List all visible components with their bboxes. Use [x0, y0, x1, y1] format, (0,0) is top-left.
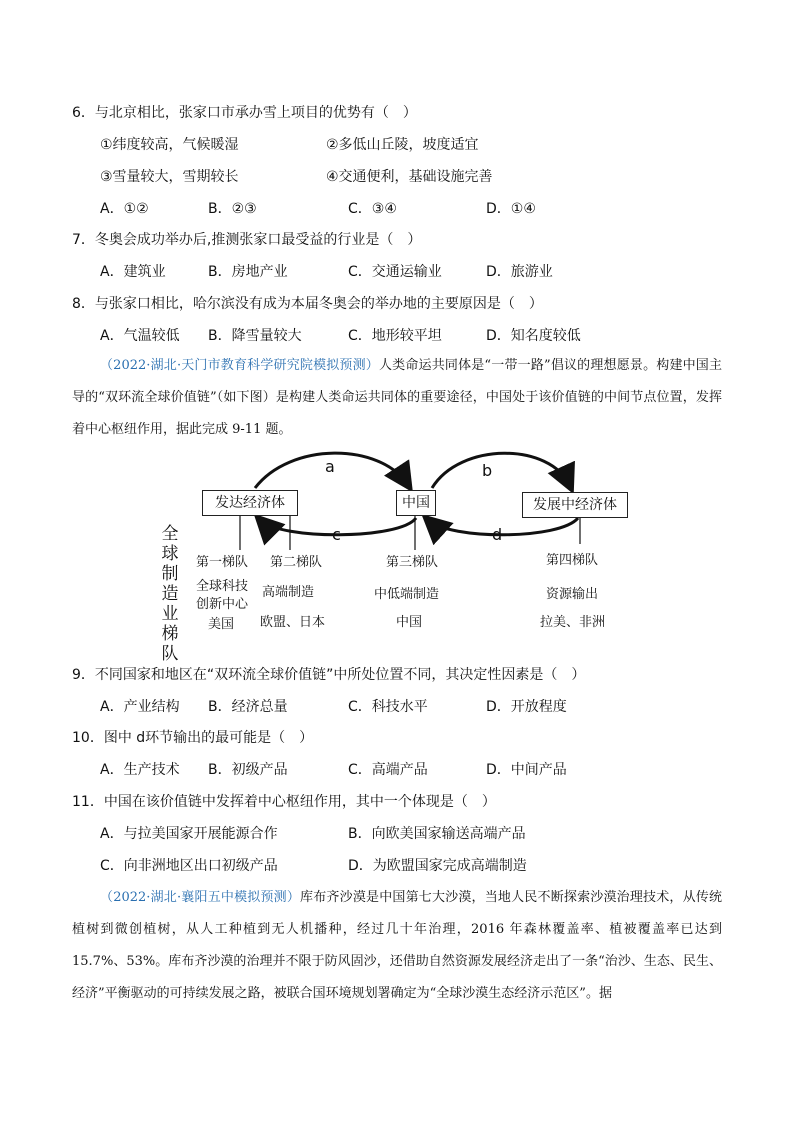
tier-4-region: 拉美、非洲	[540, 615, 606, 630]
passage-1-source: （2022·湖北·天门市教育科学研究院模拟预测）	[100, 358, 379, 373]
tier-1-desc-2: 创新中心	[196, 597, 249, 612]
q10-stem: 10．图中 d环节输出的最可能是（ ）	[72, 730, 314, 746]
tier-4-name: 第四梯队	[546, 553, 599, 568]
box-developing-economies: 发展中经济体	[522, 492, 628, 518]
q10-option-b[interactable]: B．初级产品	[208, 762, 288, 778]
tier-1-region: 美国	[208, 617, 235, 632]
q6-stem: 6．与北京相比，张家口市承办雪上项目的优势有（ ）	[72, 105, 417, 121]
arrow-d	[428, 518, 578, 535]
tier-1-name: 第一梯队	[196, 555, 249, 570]
q11-option-a[interactable]: A．与拉美国家开展能源合作	[100, 826, 278, 842]
q6-option-c[interactable]: C．③④	[348, 201, 397, 217]
tier-2-region: 欧盟、日本	[260, 615, 326, 630]
q11-option-b[interactable]: B．向欧美国家输送高端产品	[348, 826, 526, 842]
q9-option-a[interactable]: A．产业结构	[100, 699, 180, 715]
q10-option-c[interactable]: C．高端产品	[348, 762, 428, 778]
q6-item-2: ②多低山丘陵，坡度适宜	[326, 137, 479, 153]
tier-3-name: 第三梯队	[386, 555, 439, 570]
q9-option-b[interactable]: B．经济总量	[208, 699, 288, 715]
tier-3-region: 中国	[396, 615, 423, 630]
q7-stem: 7．冬奥会成功举办后,推测张家口最受益的行业是（ ）	[72, 232, 422, 248]
q7-option-c[interactable]: C．交通运输业	[348, 264, 442, 280]
arrow-label-d: d	[492, 525, 503, 544]
q8-option-b[interactable]: B．降雪量较大	[208, 328, 302, 344]
q10-option-d[interactable]: D．中间产品	[486, 762, 567, 778]
passage-1	[72, 350, 722, 446]
q6-item-4: ④交通便利，基础设施完善	[326, 169, 493, 185]
passage-2-source: （2022·湖北·襄阳五中模拟预测）	[100, 890, 301, 905]
tier-4-desc: 资源输出	[546, 587, 599, 602]
q8-option-d[interactable]: D．知名度较低	[486, 328, 581, 344]
q11-stem: 11．中国在该价值链中发挥着中心枢纽作用，其中一个体现是（ ）	[72, 794, 496, 810]
tier-2-desc: 高端制造	[262, 585, 315, 600]
passage-2	[72, 882, 722, 1010]
q9-stem: 9．不同国家和地区在“双环流全球价值链”中所处位置不同，其决定性因素是（ ）	[72, 667, 586, 683]
arrow-label-c: c	[332, 525, 341, 544]
q7-option-a[interactable]: A．建筑业	[100, 264, 166, 280]
box-developed-economies: 发达经济体	[202, 490, 298, 516]
q8-option-a[interactable]: A．气温较低	[100, 328, 180, 344]
passage-1-text: 人类命运共同体是“一带一路”倡议的理想愿景。构建中国主导的“双环流全球价值链”（如下图）是构建人类命运共同体的重要途径，中国处于该价值链的中间节点位置，发挥着中心枢纽作用，据此完成 9-11 题。	[72, 358, 722, 437]
value-chain-diagram: 发达经济体 中国 发展中经济体 a b c d 全 球 制 造 业 梯 队 第一梯队 全球科技 创新中心 美国 第二梯队 高端制造 欧盟、日本 第三梯队 中低端制造 中国 第四梯队 资源输出 拉美、非洲	[160, 448, 640, 658]
tier-1-desc-1: 全球科技	[196, 579, 249, 594]
q9-option-d[interactable]: D．开放程度	[486, 699, 567, 715]
q8-option-c[interactable]: C．地形较平坦	[348, 328, 442, 344]
q6-option-b[interactable]: B．②③	[208, 201, 257, 217]
arrow-label-b: b	[482, 461, 493, 480]
q10-option-a[interactable]: A．生产技术	[100, 762, 180, 778]
q11-option-c[interactable]: C．向非洲地区出口初级产品	[100, 858, 278, 874]
q6-item-3: ③雪量较大，雪期较长	[100, 169, 239, 185]
box-china: 中国	[396, 490, 436, 516]
arrow-label-a: a	[325, 457, 335, 476]
tier-2-name: 第二梯队	[270, 555, 323, 570]
q6-option-a[interactable]: A．①②	[100, 201, 149, 217]
arrow-b	[432, 453, 570, 488]
q8-stem: 8．与张家口相比，哈尔滨没有成为本届冬奥会的举办地的主要原因是（ ）	[72, 296, 543, 312]
q9-option-c[interactable]: C．科技水平	[348, 699, 428, 715]
tier-3-desc: 中低端制造	[374, 587, 440, 602]
passage-2-text: 库布齐沙漠是中国第七大沙漠，当地人民不断探索沙漠治理技术，从传统植树到微创植树，从人工种植到无人机播种，经过几十年治理，2016 年森林覆盖率、植被覆盖率已达到 15.7%、53%。库布齐沙漠的治理并不限于防风固沙，还借助自然资源发展经济走出了一条“治沙、生态、民生、经济”平衡驱动的可持续发展之路，被联合国环境规划署确定为“全球沙漠生态经济示范区”。据	[72, 890, 722, 1001]
q6-item-1: ①纬度较高，气候暖湿	[100, 137, 239, 153]
q7-option-d[interactable]: D．旅游业	[486, 264, 553, 280]
q7-option-b[interactable]: B．房地产业	[208, 264, 288, 280]
q11-option-d[interactable]: D．为欧盟国家完成高端制造	[348, 858, 527, 874]
q6-option-d[interactable]: D．①④	[486, 201, 536, 217]
